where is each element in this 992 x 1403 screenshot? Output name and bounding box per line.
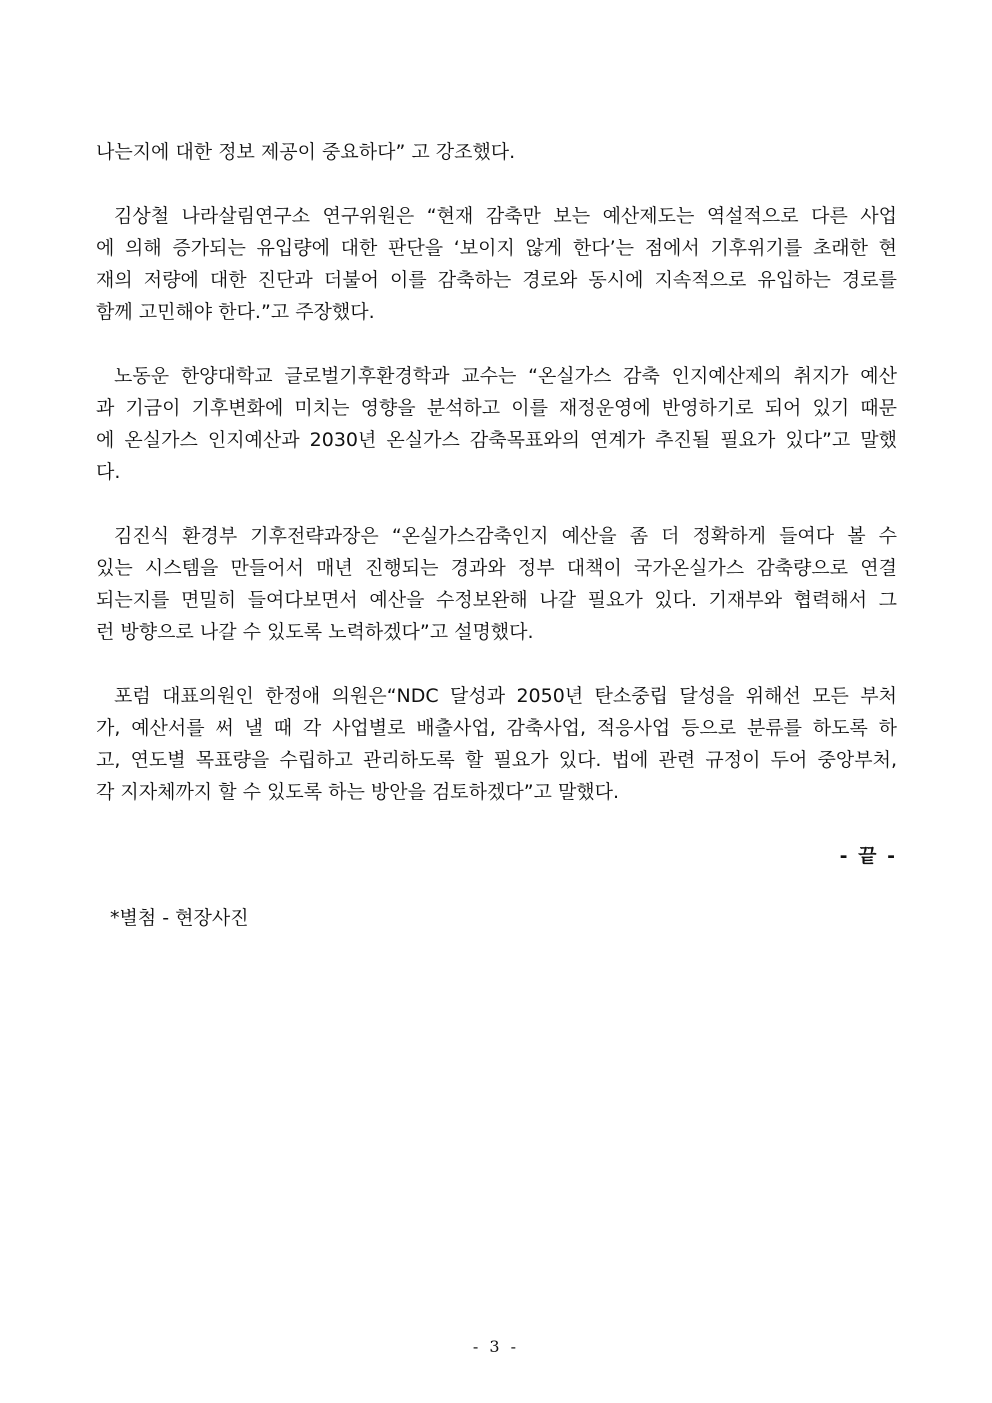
paragraph-line: 있는 시스템을 만들어서 매년 진행되는 경과와 정부 대책이 국가온실가스 감축량으로 연결	[96, 557, 897, 579]
paragraph-line: 런 방향으로 나갈 수 있도록 노력하겠다”고 설명했다.	[96, 621, 534, 643]
closing-mark: - 끝 -	[839, 845, 897, 867]
attachment-note: *별첨 - 현장사진	[110, 907, 249, 929]
paragraph-line: 각 지자체까지 할 수 있도록 하는 방안을 검토하겠다”고 말했다.	[96, 781, 620, 803]
paragraph-line: 김상철 나라살림연구소 연구위원은 “현재 감축만 보는 예산제도는 역설적으로 다른 사업	[114, 205, 897, 227]
paragraph-line: 되는지를 면밀히 들여다보면서 예산을 수정보완해 나갈 필요가 있다. 기재부와 협력해서 그	[96, 589, 897, 611]
paragraph-line: 함께 고민해야 한다.”고 주장했다.	[96, 301, 375, 323]
paragraph-line: 나는지에 대한 정보 제공이 중요하다” 고 강조했다.	[96, 141, 516, 163]
paragraph-line: 재의 저량에 대한 진단과 더불어 이를 감축하는 경로와 동시에 지속적으로 유입하는 경로를	[96, 269, 897, 291]
paragraph-line: 과 기금이 기후변화에 미치는 영향을 분석하고 이를 재정운영에 반영하기로 되어 있기 때문	[96, 397, 897, 419]
paragraph-line: 에 의해 증가되는 유입량에 대한 판단을 ‘보이지 않게 한다’는 점에서 기후위기를 초래한 현	[96, 237, 897, 259]
paragraph-line: 다.	[96, 461, 121, 483]
paragraph-line: 고, 연도별 목표량을 수립하고 관리하도록 할 필요가 있다. 법에 관련 규정이 두어 중앙부처,	[96, 749, 897, 771]
page-number: - 3 -	[472, 1337, 520, 1356]
paragraph-line: 포럼 대표의원인 한정애 의원은“NDC 달성과 2050년 탄소중립 달성을 위해선 모든 부처	[114, 685, 897, 707]
paragraph-line: 노동운 한양대학교 글로벌기후환경학과 교수는 “온실가스 감축 인지예산제의 취지가 예산	[114, 365, 897, 387]
paragraph-line: 가, 예산서를 써 낼 때 각 사업별로 배출사업, 감축사업, 적응사업 등으로 분류를 하도록 하	[96, 717, 897, 739]
paragraph-line: 에 온실가스 인지예산과 2030년 온실가스 감축목표와의 연계가 추진될 필요가 있다”고 말했	[96, 429, 897, 451]
paragraph-line: 김진식 환경부 기후전략과장은 “온실가스감축인지 예산을 좀 더 정확하게 들여다 볼 수	[114, 525, 897, 547]
